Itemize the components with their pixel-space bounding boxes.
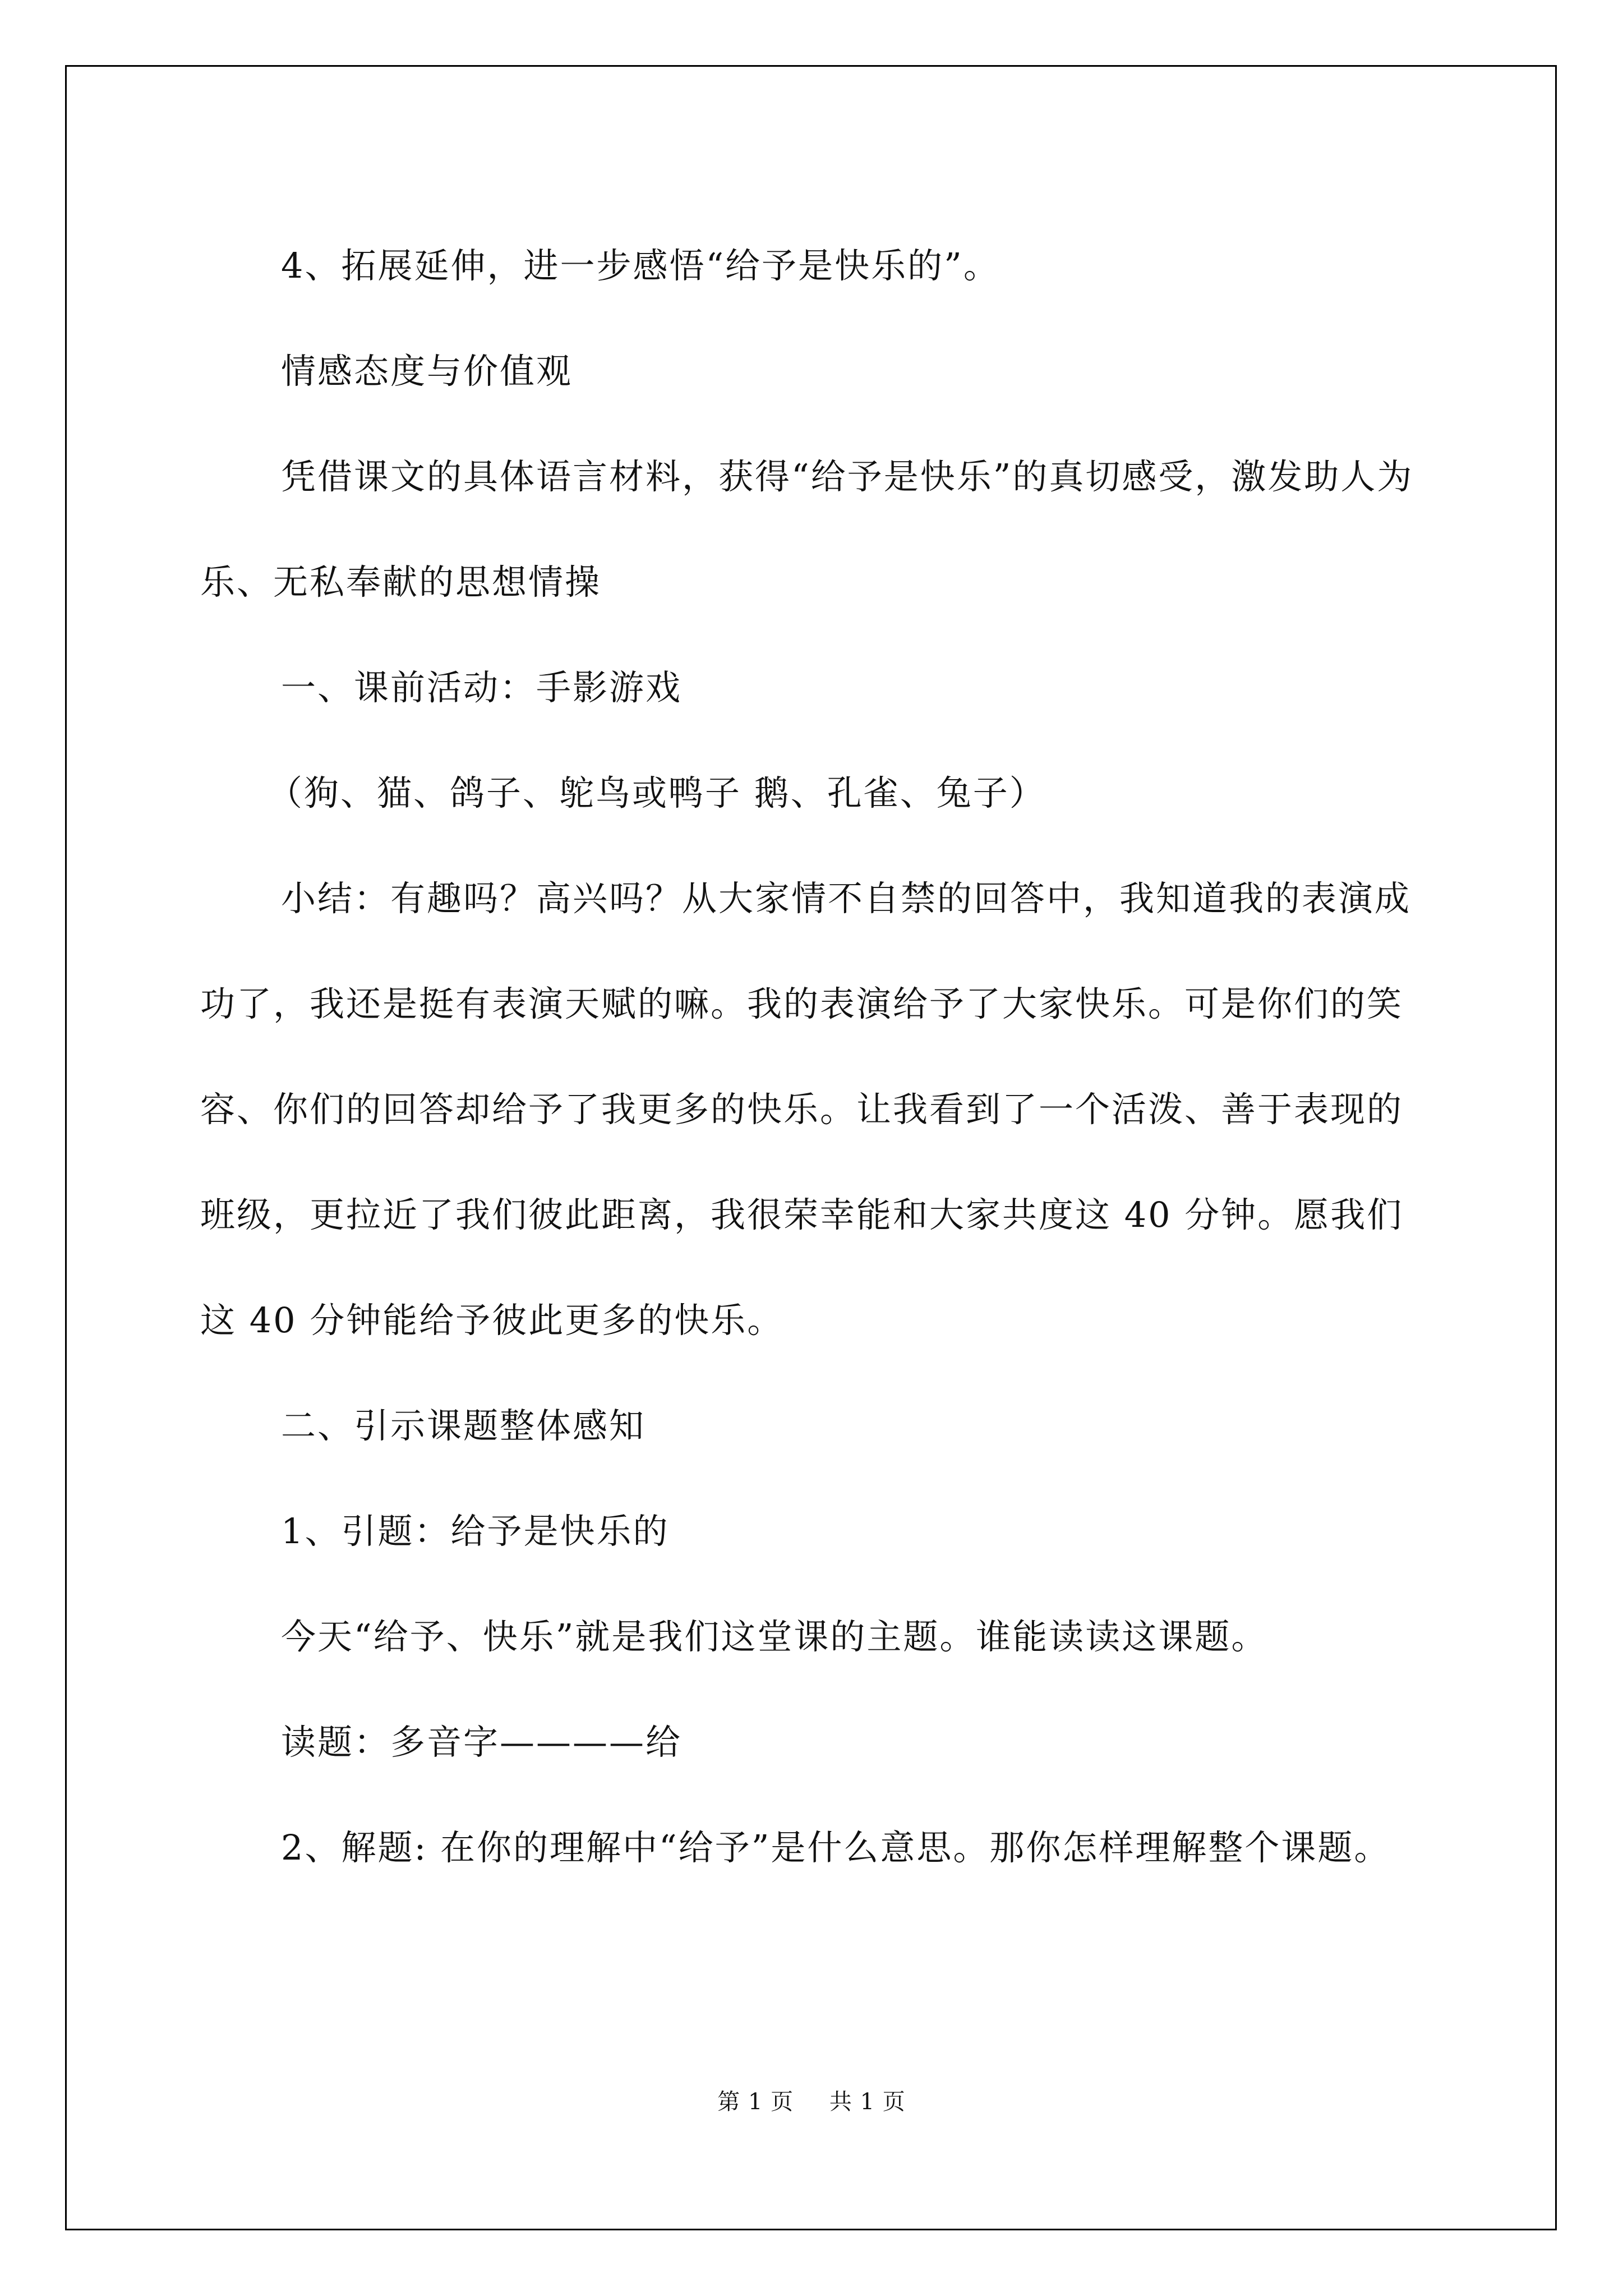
paragraph-shadow-animals: （狗、猫、鸽子、鸵鸟或鸭子 鹅、孔雀、兔子） [268,772,1046,813]
paragraph-extension: 4、拓展延伸，进一步感悟“给予是快乐的”。 [281,245,1000,286]
page-total: 共 1 页 [829,2089,906,2115]
page-number: 第 1 页 [717,2089,794,2115]
page-footer [0,2084,1623,2116]
paragraph-topic-theme: 今天“给予、快乐”就是我们这堂课的主题。谁能读读这课题。 [281,1616,1268,1657]
heading-emotional-values: 情感态度与价值观 [281,351,573,392]
paragraph-goal: 凭借课文的具体语言材料，获得“给予是快乐”的真切感受，激发助人为乐、无私奉献的思想情操 [200,456,1414,602]
paragraph-summary: 小结：有趣吗？高兴吗？从大家情不自禁的回答中，我知道我的表演成功了，我还是挺有表演天赋的嘛。我的表演给予了大家快乐。可是你们的笑容、你们的回答却给予了我更多的快乐。让我看到了一个活泼、善于表现的班级，更拉近了我们彼此距离，我很荣幸能和大家共度这 40 分钟。愿我们这 40 分钟能给予彼此更多的快乐。 [200,878,1412,1341]
paragraph-lead-in: 1、引题：给予是快乐的 [281,1511,670,1552]
document-body [200,213,1428,1901]
heading-introduce-topic: 二、引示课题整体感知 [281,1405,646,1446]
paragraph-read-title: 读题：多音字————给 [281,1722,683,1763]
heading-pre-class-activity: 一、课前活动：手影游戏 [281,667,683,708]
paragraph-explain-title: 2、解题: 在你的理解中“给予”是什么意思。那你怎样理解整个课题。 [281,1827,1391,1868]
